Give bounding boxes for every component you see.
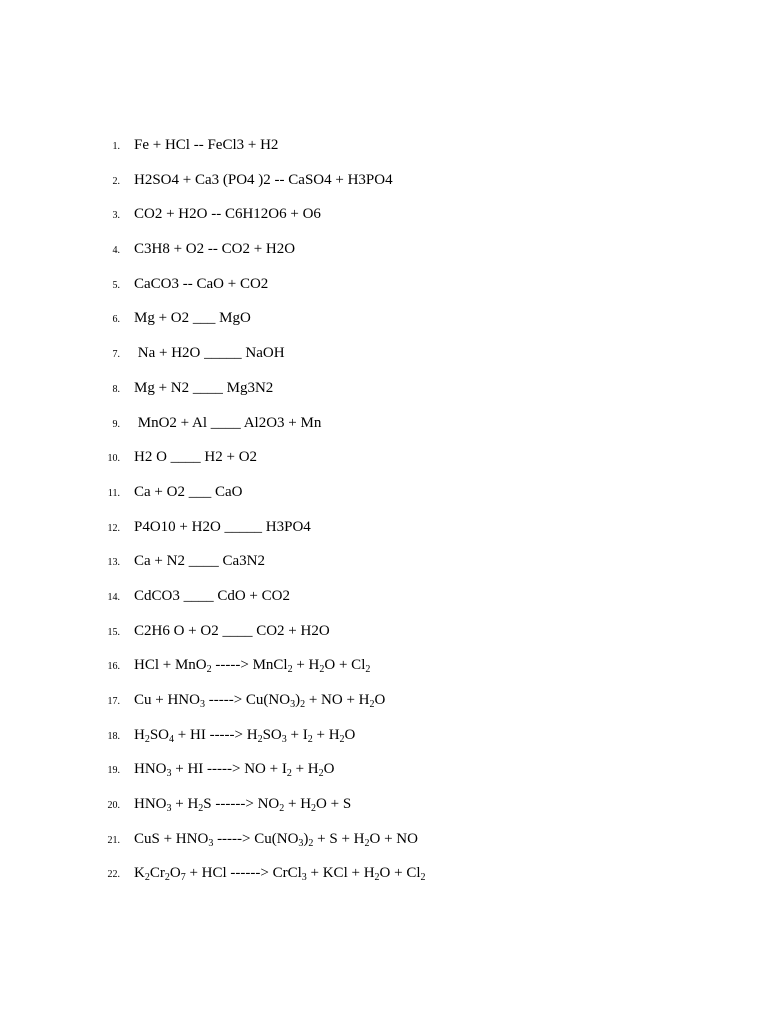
equation-text: Ca + O2 ___ CaO [134, 483, 243, 500]
item-number: 15. [107, 626, 120, 638]
list-item [0, 828, 768, 863]
item-number: 20. [107, 800, 120, 812]
item-number: 17. [107, 696, 120, 707]
equation-text: Mg + N2 ____ Mg3N2 [134, 379, 274, 396]
item-number: 13. [107, 557, 120, 569]
list-item [0, 862, 768, 897]
item-number: 11. [107, 487, 120, 499]
list-item [0, 758, 768, 793]
list-item [0, 585, 768, 620]
list-item [0, 689, 768, 724]
list-item [0, 620, 768, 655]
equation-text: C3H8 + O2 -- CO2 + H2O [134, 241, 296, 258]
list-item [0, 134, 768, 169]
item-number: 2. [112, 175, 120, 187]
item-number: 4. [112, 245, 120, 257]
equation-text: Fe + HCl -- FeCl3 + H2 [134, 137, 279, 153]
equation-text: $Cu + HNO_3$ -----> $Cu(NO_3)_2$ + NO + $H_2O$ [134, 692, 386, 710]
item-number: 10. [107, 453, 120, 465]
equation-text: C2H6 O + O2 ____ CO2 + H2O [134, 622, 330, 639]
equation-text: CdCO3 ____ CdO + CO2 [134, 587, 290, 604]
item-number: 8. [112, 383, 120, 395]
equation-text: CaCO3 -- CaO + CO2 [134, 275, 269, 292]
item-number: 5. [112, 279, 120, 291]
item-number: 18. [107, 730, 120, 742]
list-item [0, 446, 768, 481]
item-number: 14. [107, 591, 120, 603]
item-number: 6. [112, 314, 120, 326]
equation-text: Na + H2O _____ NaOH [134, 345, 285, 362]
list-item [0, 307, 768, 342]
equation-list [0, 134, 768, 897]
equation-text: P4O10 + H2O _____ H3PO4 [134, 518, 311, 535]
list-item [0, 516, 768, 551]
equation-text: CO2 + H2O -- C6H12O6 + O6 [134, 206, 321, 223]
equation-text: Mg + O2 ___ MgO [134, 310, 251, 327]
list-item [0, 481, 768, 516]
equation-text: $HNO_3$ + HI -----> NO + $I_2 + H_2O$ [134, 761, 335, 780]
item-number: 7. [112, 349, 120, 361]
equation-text: Ca + N2 ____ Ca3N2 [134, 553, 265, 570]
equation-text: H2SO4 + Ca3 (PO4 )2 -- CaSO4 + H3PO4 [134, 171, 393, 188]
item-number: 19. [107, 765, 120, 777]
list-item [0, 724, 768, 759]
list-item [0, 377, 768, 412]
equation-text: H2 O ____ H2 + O2 [134, 449, 258, 466]
list-item [0, 793, 768, 828]
list-item [0, 238, 768, 273]
list-item [0, 203, 768, 238]
equation-text: $K_2Cr_2O_7$ + HCl ------> CrCl$_3$ + KCl + $H_2O + Cl_2$ [134, 865, 426, 884]
equation-text: CuS + $HNO_3$ -----> $Cu(NO_3)_2 + S + H_2O$ + NO [134, 830, 418, 849]
list-item [0, 550, 768, 585]
item-number: 3. [112, 210, 120, 222]
list-item [0, 412, 768, 447]
list-item [0, 342, 768, 377]
item-number: 1. [112, 141, 120, 152]
item-number: 9. [112, 418, 120, 430]
equation-text: HCl + MnO$_2$ -----> MnCl$_2$ + $H_2O + Cl_2$ [134, 657, 371, 676]
item-number: 21. [107, 834, 120, 846]
list-item [0, 654, 768, 689]
list-item [0, 169, 768, 204]
item-number: 16. [107, 661, 120, 673]
item-number: 12. [107, 522, 120, 534]
equation-text: $H_2SO_4$ + HI -----> $H_2SO_3 + I_2 + H_2O$ [134, 726, 356, 745]
item-number: 22. [107, 869, 120, 881]
equation-text: $HNO_3 + H_2S$ ------> $NO_2 + H_2O + S$ [134, 796, 352, 815]
equation-text: MnO2 + Al ____ Al2O3 + Mn [134, 414, 322, 431]
list-item [0, 273, 768, 308]
